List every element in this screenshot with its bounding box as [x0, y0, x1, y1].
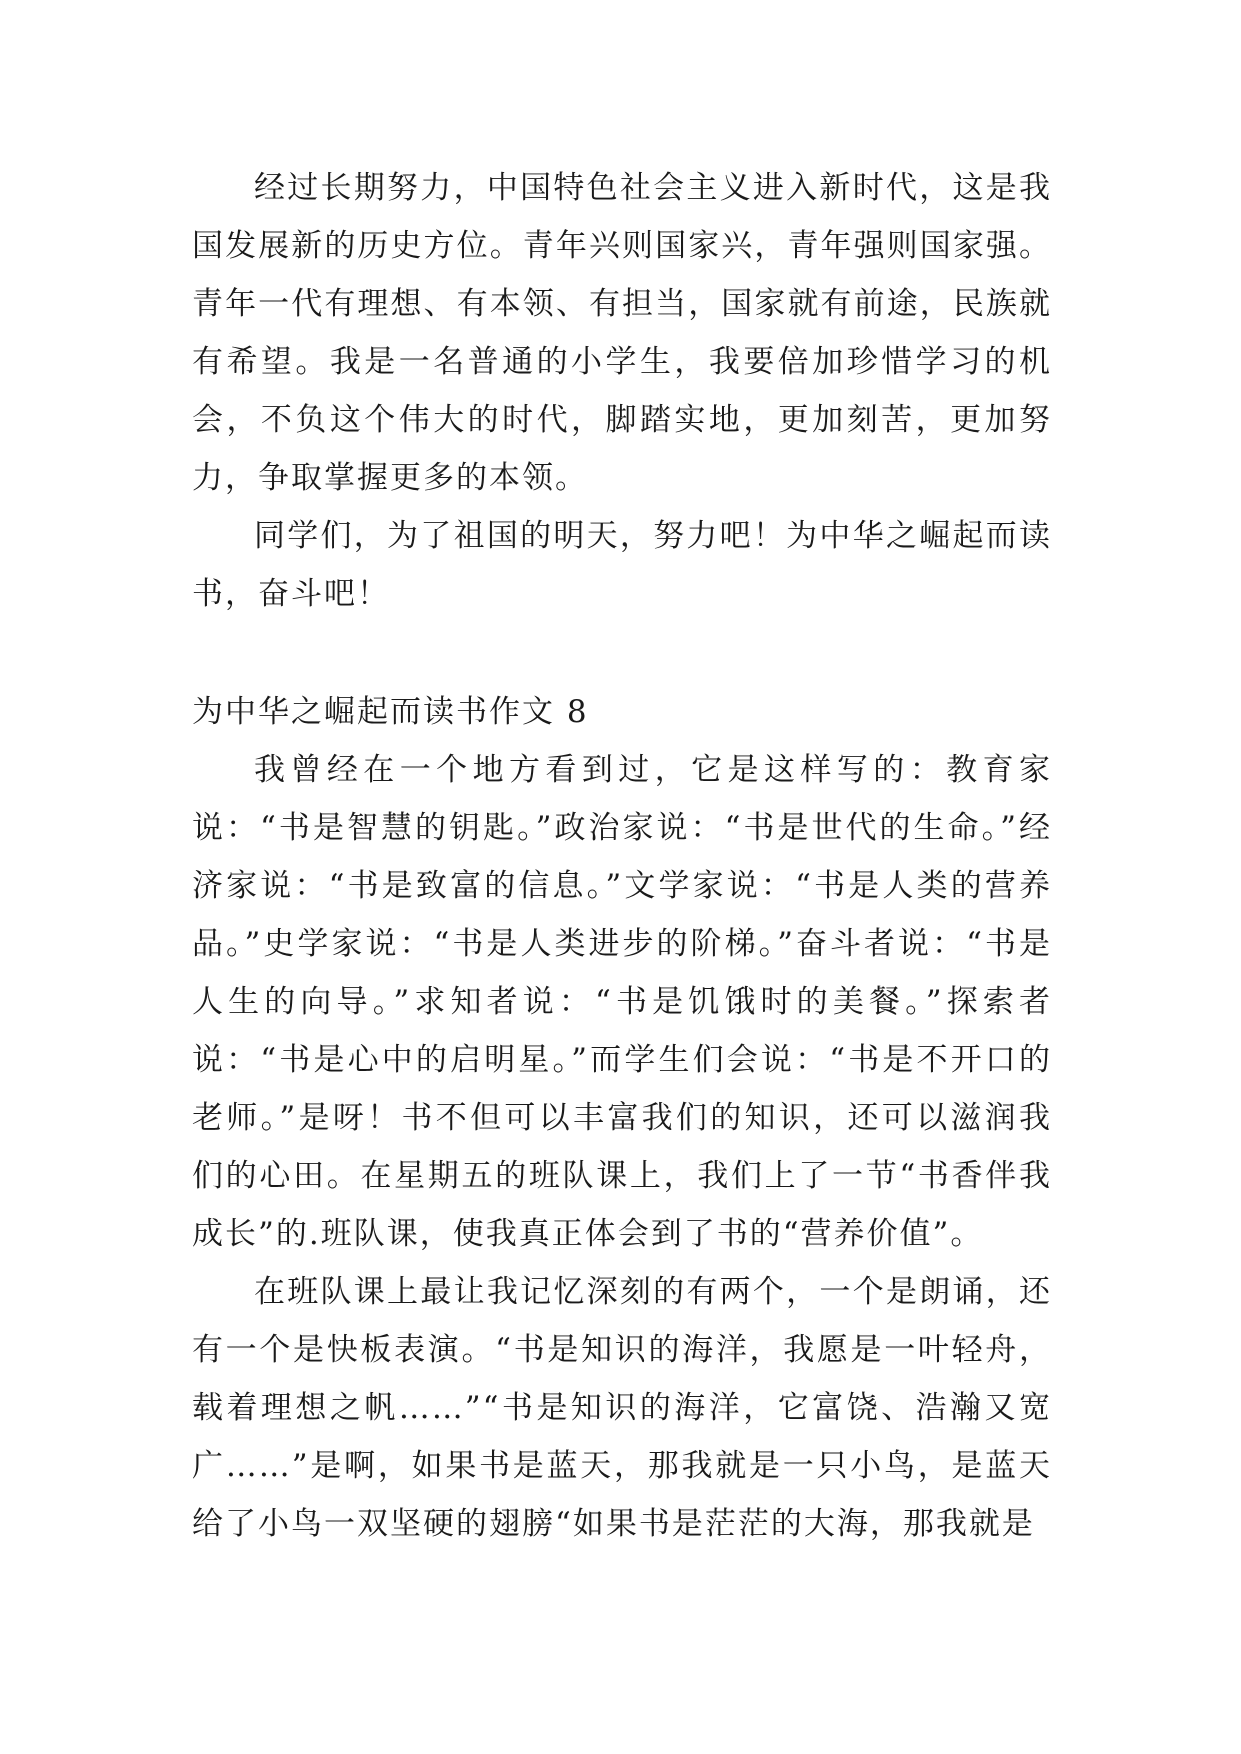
section-a-body — [192, 159, 1052, 623]
paragraph: 经过长期努力，中国特色社会主义进入新时代，这是我国发展新的历史方位。青年兴则国家兴，青年强则国家强。青年一代有理想、有本领、有担当，国家就有前途，民族就有希望。我是一名普通的小学生，我要倍加珍惜学习的机会，不负这个伟大的时代，脚踏实地，更加刻苦，更加努力，争取掌握更多的本领。 — [192, 170, 1052, 496]
paragraph: 在班队课上最让我记忆深刻的有两个，一个是朗诵，还有一个是快板表演。“书是知识的海洋，我愿是一叶轻舟，载着理想之帆……”“书是知识的海洋，它富饶、浩瀚又宽广……”是啊，如果书是蓝天，那我就是一只小鸟，是蓝天给了小鸟一双坚硬的翅膀“如果书是茫茫的大海，那我就是 — [192, 1274, 1052, 1542]
paragraph: 我曾经在一个地方看到过，它是这样写的：教育家说：“书是智慧的钥匙。”政治家说：“书是世代的生命。”经济家说：“书是致富的信息。”文学家说：“书是人类的营养品。”史学家说：“书是人类进步的阶梯。”奋斗者说：“书是人生的向导。”求知者说：“书是饥饿时的美餐。”探索者说：“书是心中的启明星。”而学生们会说：“书是不开口的老师。”是呀！书不但可以丰富我们的知识，还可以滋润我们的心田。在星期五的班队课上，我们上了一节“书香伴我成长”的.班队课，使我真正体会到了书的“营养价值”。 — [192, 752, 1052, 1252]
paragraph: 同学们，为了祖国的明天，努力吧！为中华之崛起而读书，奋斗吧！ — [192, 518, 1052, 612]
section-b-heading: 为中华之崛起而读书作文 8 — [192, 694, 589, 730]
section-b-body — [192, 741, 1052, 1553]
